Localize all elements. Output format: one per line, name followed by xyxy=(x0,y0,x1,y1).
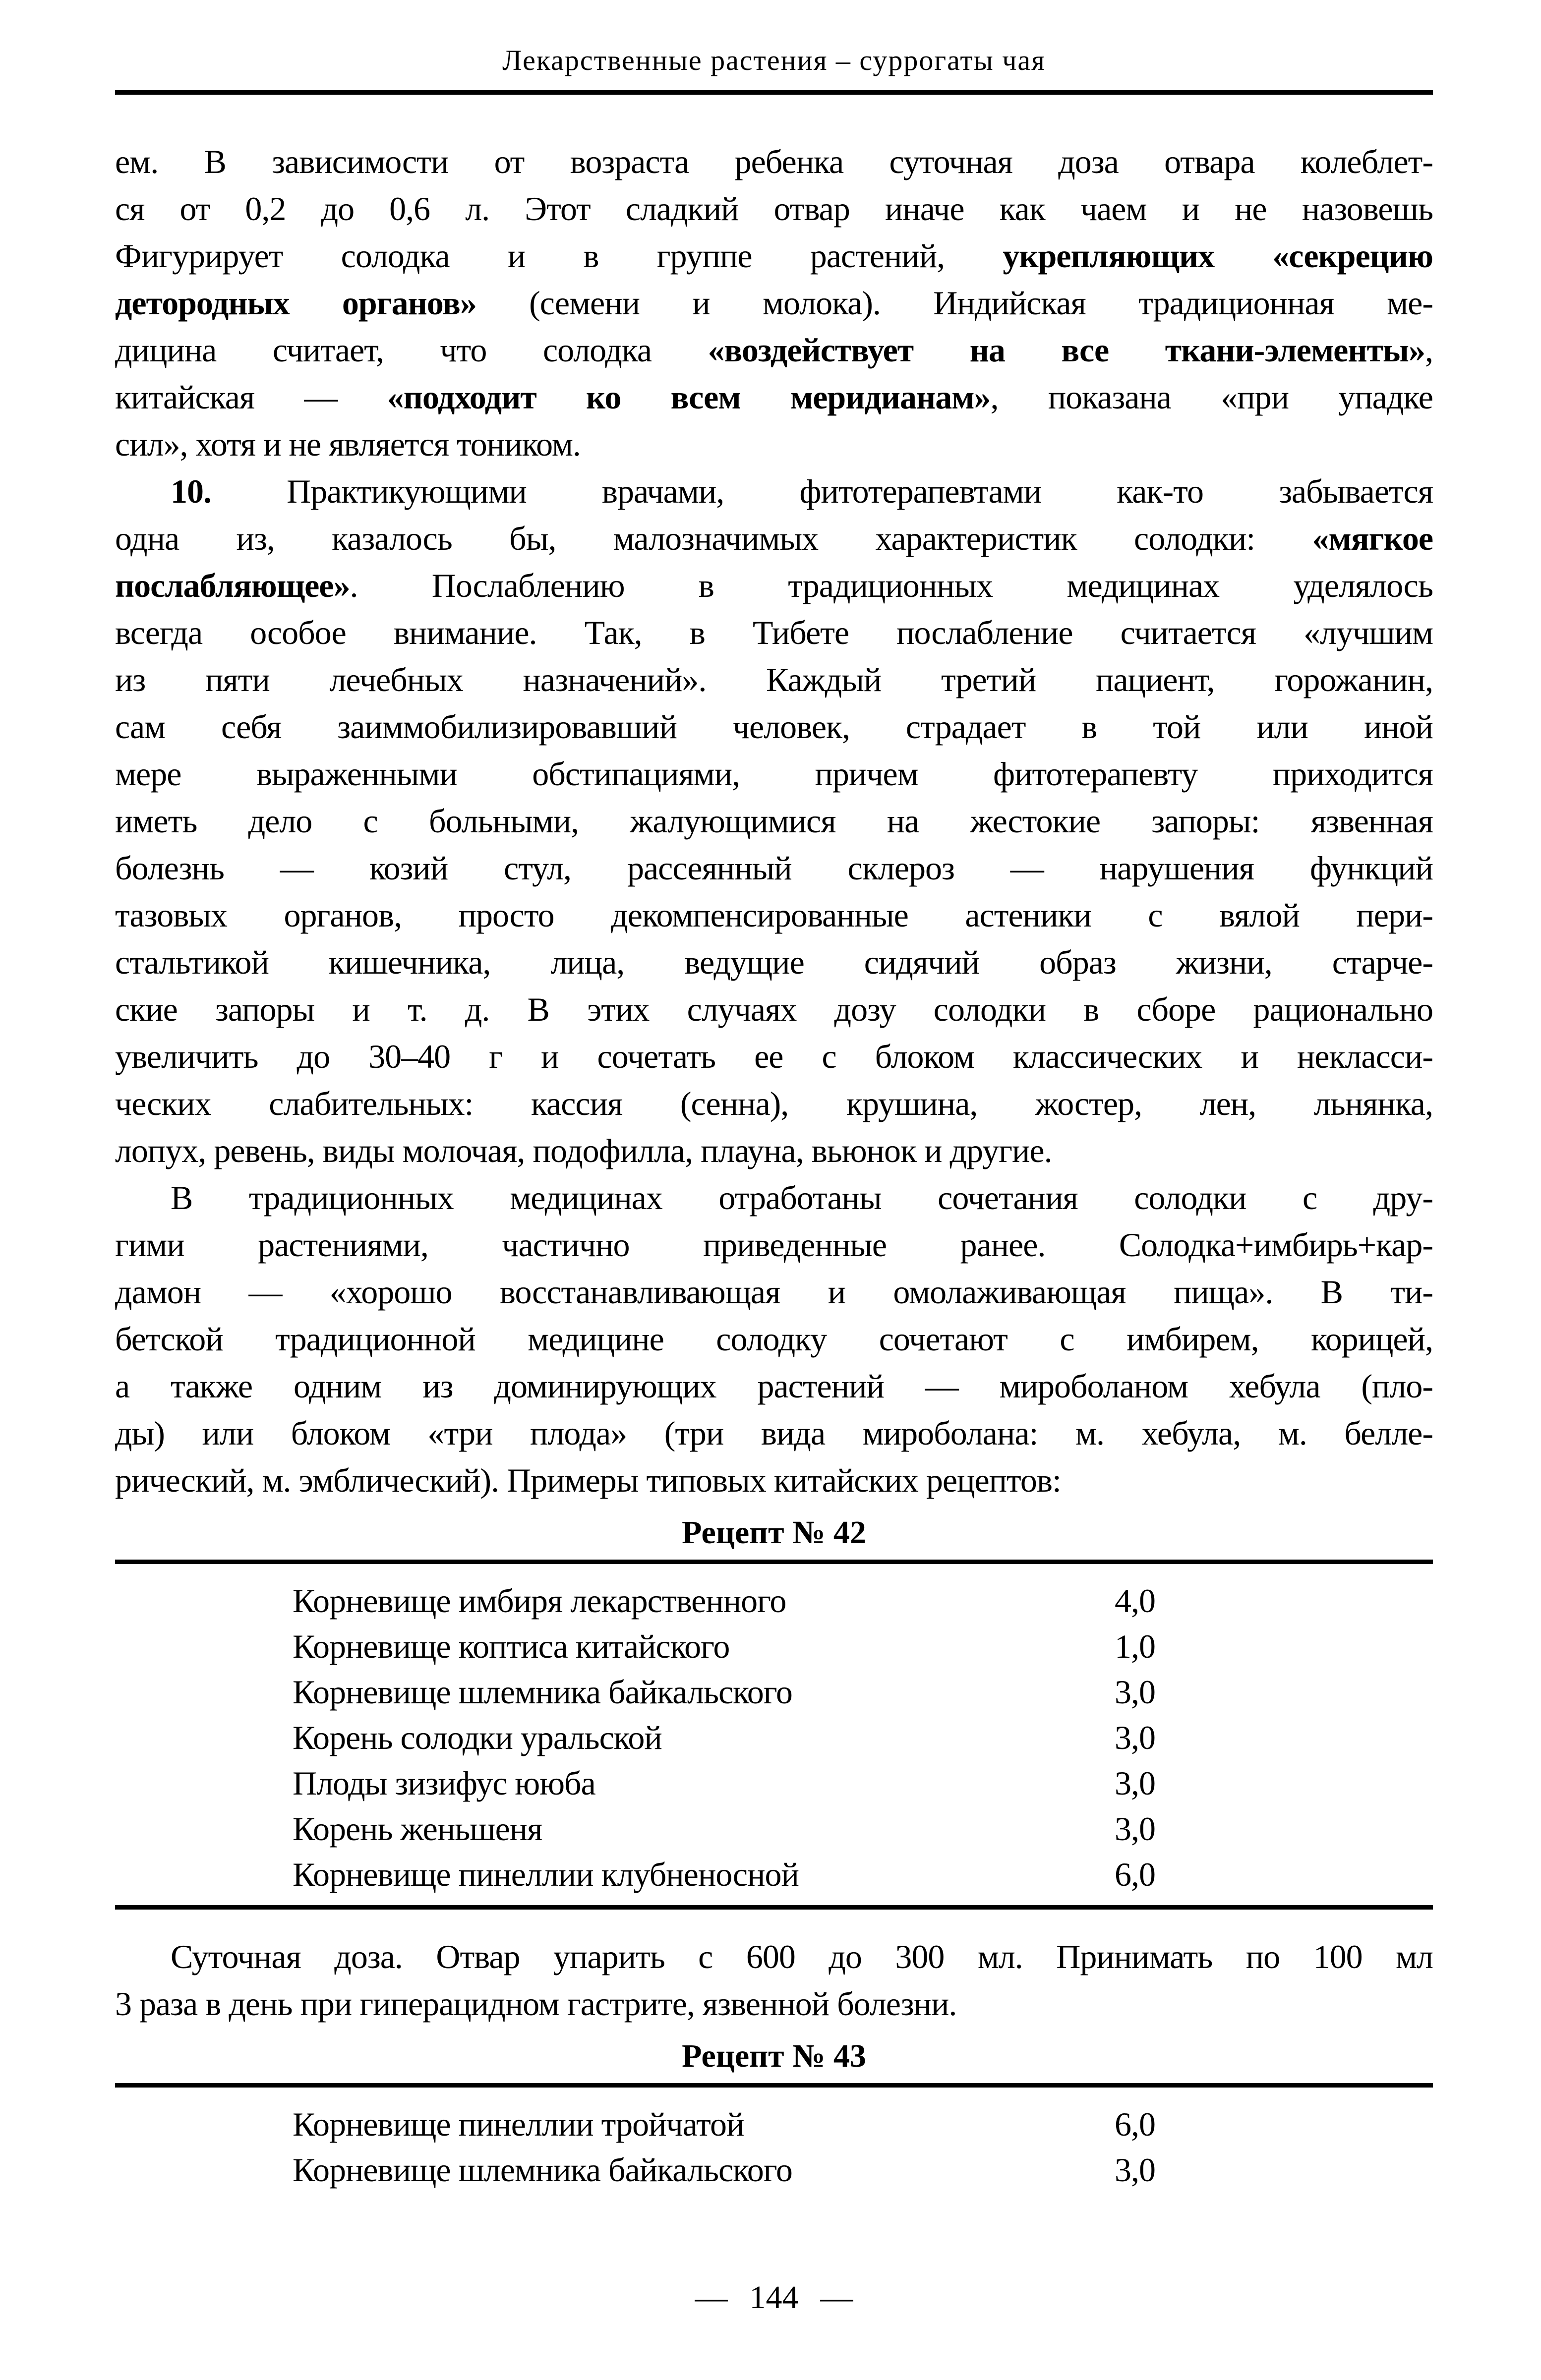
text-line: дицина считает, что солодка «воздействует на все ткани-элементы», xyxy=(115,331,1433,369)
text-line: сам себя заиммобилизировавший человек, страдает в той или иной xyxy=(115,708,1433,746)
text-line: мере выраженными обстипациями, причем фитотерапевту приходится xyxy=(115,755,1433,793)
text-line: лопух, ревень, виды молочая, подофилла, плауна, вьюнок и другие. xyxy=(115,1132,1052,1169)
text-line: всегда особое внимание. Так, в Тибете послабление считается «лучшим xyxy=(115,614,1433,651)
recipe-43-title: Рецепт № 43 xyxy=(682,2038,866,2074)
text-line: бетской традиционной медицине солодку сочетают с имбирем, корицей, xyxy=(115,1320,1433,1358)
text-line: китайская — «подходит ко всем меридианам», показана «при упадке xyxy=(115,378,1433,416)
ingredient-name: Плоды зизифус ююба xyxy=(293,1764,595,1802)
recipe-row xyxy=(115,1806,1433,1852)
recipe-42-title: Рецепт № 42 xyxy=(682,1514,866,1551)
text-line: ческих слабительных: кассия (сенна), крушина, жостер, лен, льнянка, xyxy=(115,1085,1433,1122)
text-line: одна из, казалось бы, малозначимых характеристик солодки: «мягкое xyxy=(115,520,1433,557)
ingredient-name: Корневище шлемника байкальского xyxy=(293,1673,792,1711)
recipe-row xyxy=(115,1624,1433,1669)
recipe-row xyxy=(115,2101,1433,2147)
ingredient-amount: 6,0 xyxy=(1115,2105,1155,2143)
body-paragraphs xyxy=(115,138,1433,1504)
ingredient-name: Корневище пинеллии клубненосной xyxy=(293,1856,799,1893)
running-header-title: Лекарственные растения – суррогаты чая xyxy=(502,44,1046,76)
text-line: ды) или блоком «три плода» (три вида мироболана: м. хебула, м. белле- xyxy=(115,1414,1433,1452)
dose-paragraph xyxy=(115,1933,1433,2028)
recipe-43-top-rule xyxy=(115,2083,1433,2088)
ingredient-name: Корневище имбиря лекарственного xyxy=(293,1582,786,1620)
page-footer xyxy=(115,2277,1433,2319)
recipe-row xyxy=(115,1760,1433,1806)
text-line: Суточная доза. Отвар упарить с 600 до 300 мл. Принимать по 100 мл xyxy=(171,1938,1433,1975)
recipe-43-rows xyxy=(115,2101,1433,2193)
text-line: иметь дело с больными, жалующимися на жестокие запоры: язвенная xyxy=(115,802,1433,840)
ingredient-name: Корень солодки уральской xyxy=(293,1719,662,1756)
ingredient-name: Корень женьшеня xyxy=(293,1810,542,1848)
text-line: детородных органов» (семени и молока). Индийская традиционная ме- xyxy=(115,284,1433,322)
ingredient-amount: 3,0 xyxy=(1115,1764,1155,1802)
text-line: дамон — «хорошо восстанавливающая и омолаживающая пища». В ти- xyxy=(115,1273,1433,1311)
ingredient-name: Корневище пинеллии тройчатой xyxy=(293,2105,744,2143)
ingredient-amount: 3,0 xyxy=(1115,2151,1155,2189)
recipe-42-rows xyxy=(115,1578,1433,1897)
text-line: Фигурирует солодка и в группе растений, укрепляющих «секрецию xyxy=(115,237,1433,275)
text-line: В традиционных медицинах отработаны сочетания солодки с дру- xyxy=(171,1179,1433,1217)
header-rule xyxy=(115,90,1433,95)
text-line: 10. Практикующими врачами, фитотерапевтами как-то забывается xyxy=(171,472,1433,510)
footer-right-dash: — xyxy=(820,2279,853,2316)
text-line: гими растениями, частично приведенные ранее. Солодка+имбирь+кар- xyxy=(115,1226,1433,1264)
recipe-42-bottom-rule xyxy=(115,1905,1433,1910)
footer-left-dash: — xyxy=(695,2279,728,2316)
text-line: ские запоры и т. д. В этих случаях дозу солодки в сборе рационально xyxy=(115,990,1433,1028)
text-line: тазовых органов, просто декомпенсированные астеники с вялой пери- xyxy=(115,896,1433,934)
text-line: из пяти лечебных назначений». Каждый третий пациент, горожанин, xyxy=(115,661,1433,698)
recipe-row xyxy=(115,1852,1433,1897)
recipe-row xyxy=(115,1669,1433,1715)
ingredient-name: Корневище шлемника байкальского xyxy=(293,2151,792,2189)
text-line: ем. В зависимости от возраста ребенка суточная доза отвара колеблет- xyxy=(115,143,1433,180)
page-number: 144 xyxy=(749,2279,799,2316)
text-line: а также одним из доминирующих растений — мироболаном хебула (пло- xyxy=(115,1367,1433,1405)
ingredient-amount: 3,0 xyxy=(1115,1673,1155,1711)
recipe-row xyxy=(115,2147,1433,2193)
page-content xyxy=(115,0,1433,2319)
text-line: послабляющее». Послаблению в традиционных медицинах уделялось xyxy=(115,567,1433,604)
ingredient-name: Корневище коптиса китайского xyxy=(293,1627,730,1665)
text-line: рический, м. эмблический). Примеры типовых китайских рецептов: xyxy=(115,1461,1061,1499)
recipe-row xyxy=(115,1578,1433,1624)
ingredient-amount: 3,0 xyxy=(1115,1810,1155,1848)
text-line: 3 раза в день при гиперацидном гастрите, язвенной болезни. xyxy=(115,1985,957,2023)
recipe-row xyxy=(115,1715,1433,1760)
text-line: сил», хотя и не является тоником. xyxy=(115,425,581,463)
text-line: ся от 0,2 до 0,6 л. Этот сладкий отвар иначе как чаем и не назовешь xyxy=(115,190,1433,228)
recipe-42-top-rule xyxy=(115,1560,1433,1564)
ingredient-amount: 3,0 xyxy=(1115,1719,1155,1756)
text-line: стальтикой кишечника, лица, ведущие сидячий образ жизни, старче- xyxy=(115,943,1433,981)
text-line: увеличить до 30–40 г и сочетать ее с блоком классических и некласси- xyxy=(115,1038,1433,1075)
ingredient-amount: 6,0 xyxy=(1115,1856,1155,1893)
ingredient-amount: 1,0 xyxy=(1115,1627,1155,1665)
text-line: болезнь — козий стул, рассеянный склероз — нарушения функций xyxy=(115,849,1433,887)
ingredient-amount: 4,0 xyxy=(1115,1582,1155,1620)
